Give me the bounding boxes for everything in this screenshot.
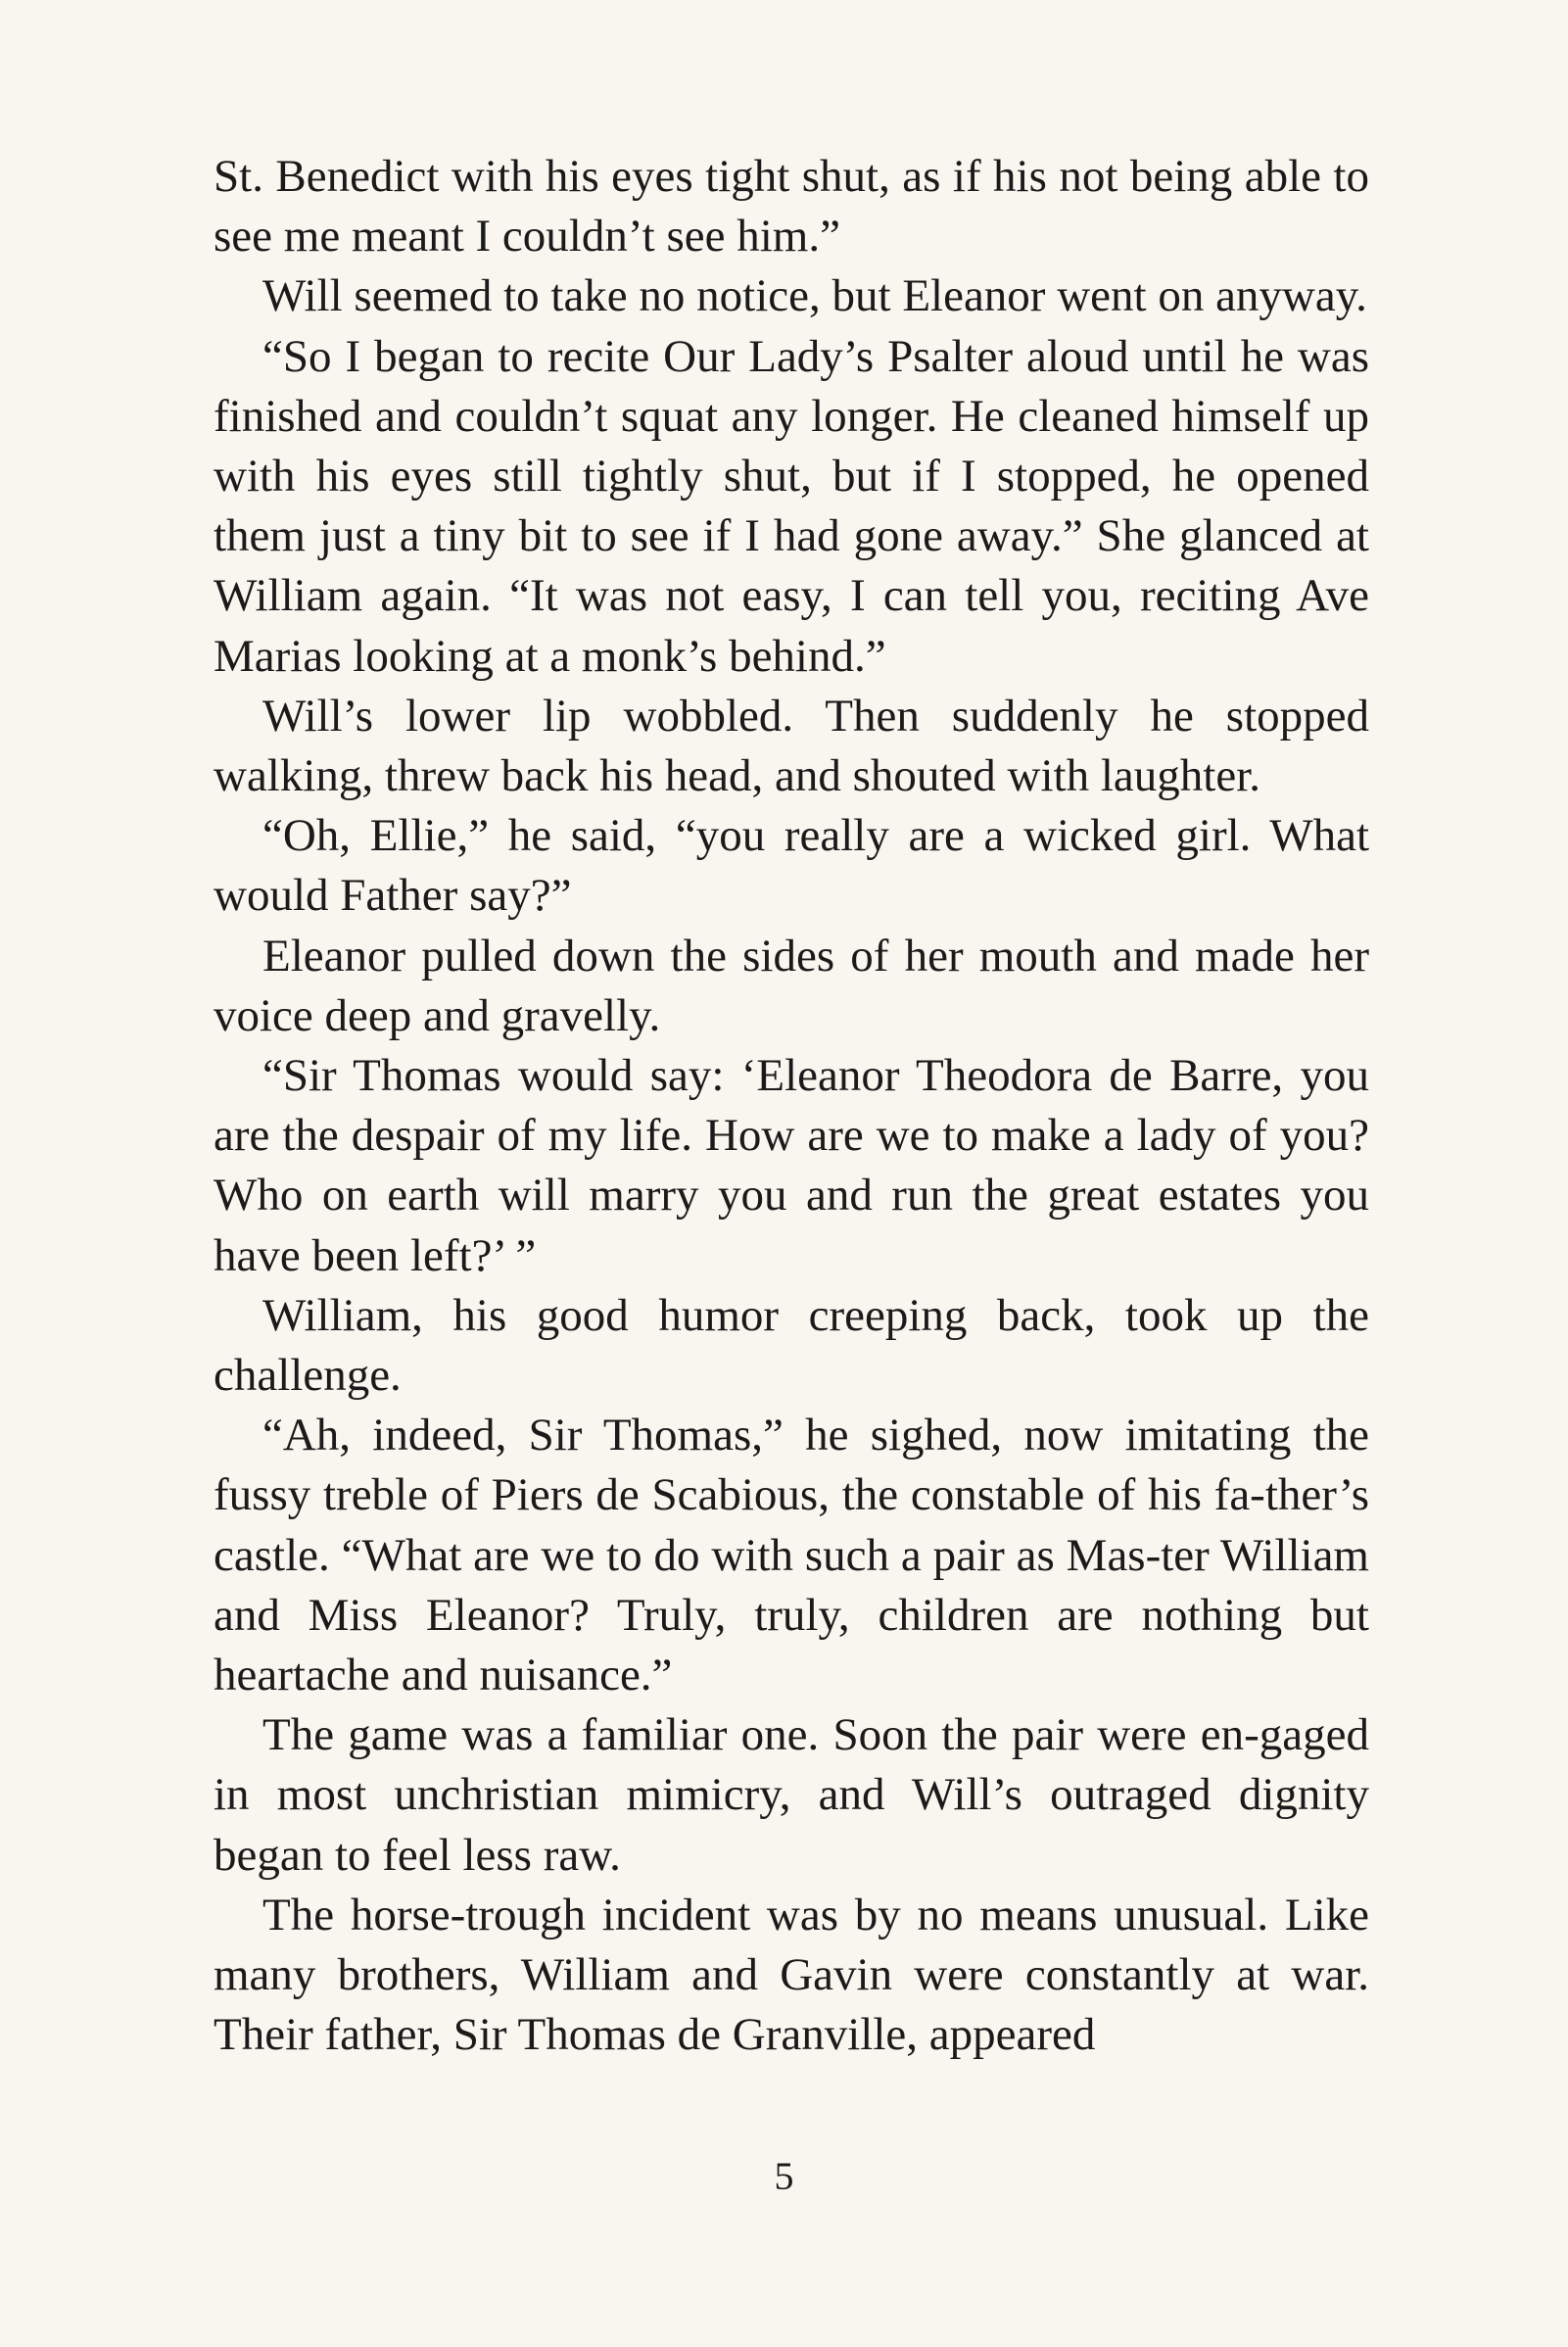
paragraph: Eleanor pulled down the sides of her mouth and made her voice deep and gravelly. [214, 930, 1369, 1041]
paragraph: “Oh, Ellie,” he said, “you really are a wicked girl. What would Father say?” [214, 810, 1369, 922]
paragraph: Will’s lower lip wobbled. Then suddenly he stopped walking, threw back his head, and shouted with laughter. [214, 690, 1369, 802]
paragraph: The game was a familiar one. Soon the pair were en-gaged in most unchristian mimicry, and Will’s outraged dignity began to feel less raw. [214, 1709, 1369, 1881]
paragraph: Will seemed to take no notice, but Eleanor went on anyway. [262, 270, 1367, 322]
body-text [214, 147, 1369, 2066]
paragraph: “Ah, indeed, Sir Thomas,” he sighed, now imitating the fussy treble of Piers de Scabious, the constable of his fa-ther’s castle. “What are we to do with such a pair as Mas-ter William and Miss Eleanor? Truly, truly, children are nothing but heartache and nuisance.” [214, 1410, 1369, 1701]
paragraph: St. Benedict with his eyes tight shut, as if his not being able to see me meant I couldn’t see him.” [214, 151, 1369, 263]
paragraph: William, his good humor creeping back, took up the challenge. [214, 1289, 1369, 1402]
paragraph: “Sir Thomas would say: ‘Eleanor Theodora de Barre, you are the despair of my life. How are we to make a lady of you? Who on earth will marry you and run the great estates you have been left?’ ” [214, 1050, 1369, 1281]
paragraph: The horse-trough incident was by no means unusual. Like many brothers, William and Gavin were constantly at war. Their father, Sir Thomas de Granville, appeared [214, 1889, 1369, 2061]
page-number: 5 [774, 2154, 794, 2198]
paragraph: “So I began to recite Our Lady’s Psalter aloud until he was finished and couldn’t squat any longer. He cleaned himself up with his eyes still tightly shut, but if I stopped, he opened them just a tiny bit to see if I had gone away.” She glanced at William again. “It was not easy, I can tell you, reciting Ave Marias looking at a monk’s behind.” [214, 330, 1369, 682]
